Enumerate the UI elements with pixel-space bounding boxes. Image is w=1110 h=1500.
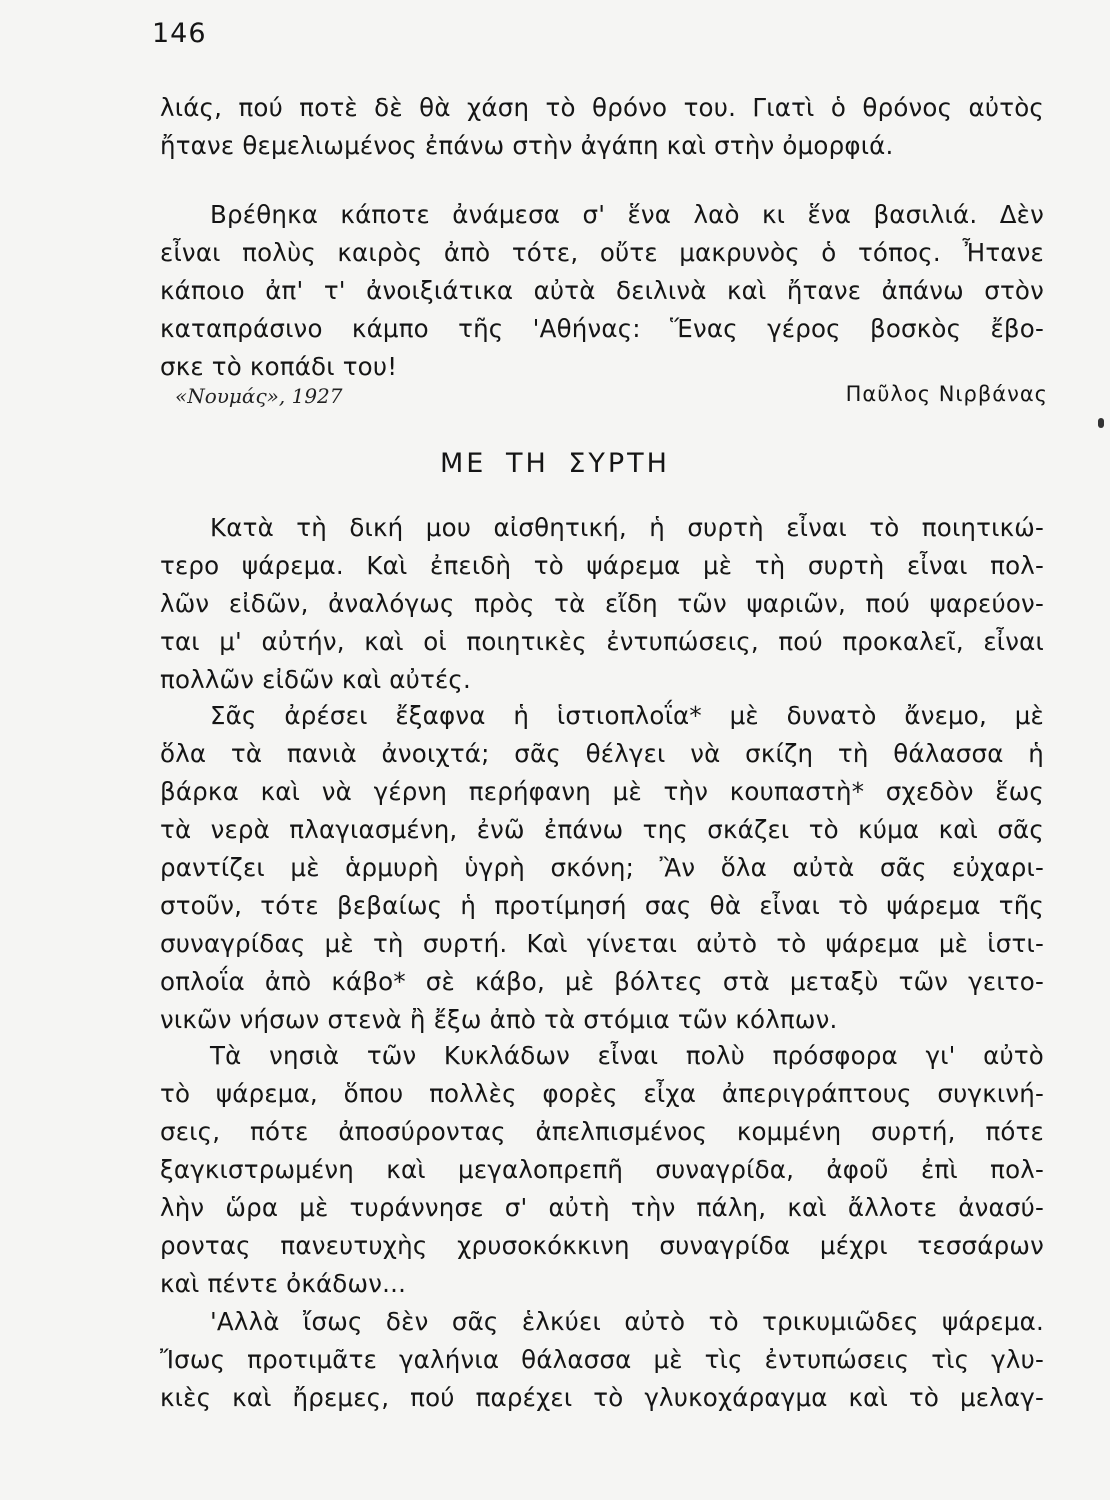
- text-line: ὅλα τὰ πανιὰ ἀνοιχτά; σᾶς θέλγει νὰ σκίζη τὴ θάλασσα ἡ: [160, 739, 1044, 768]
- text-line: βάρκα καὶ νὰ γέρνη περήφανη μὲ τὴν κουπαστὴ* σχεδὸν ἕως: [160, 777, 1044, 806]
- text-line: κάποιο ἀπ' τ' ἀνοιξιάτικα αὐτὰ δειλινὰ καὶ ἤτανε ἀπάνω στὸν: [160, 276, 1044, 305]
- text-line: Κατὰ τὴ δική μου αἰσθητική, ἡ συρτὴ εἶναι τὸ ποιητικώ-: [210, 513, 1044, 542]
- text-line: ἤτανε θεμελιωμένος ἐπάνω στὴν ἀγάπη καὶ στὴν ὀμορφιά.: [160, 131, 894, 160]
- page-number: 146: [152, 18, 207, 49]
- text-line: σκε τὸ κοπάδι του!: [160, 352, 398, 381]
- text-line: λῶν εἰδῶν, ἀναλόγως πρὸς τὰ εἴδη τῶν ψαριῶν, πού ψαρεύον-: [160, 589, 1044, 618]
- text-line: κιὲς καὶ ἤρεμες, πού παρέχει τὸ γλυκοχάραγμα καὶ τὸ μελαγ-: [160, 1383, 1044, 1412]
- text-line: λὴν ὥρα μὲ τυράννησε σ' αὐτὴ τὴν πάλη, καὶ ἄλλοτε ἀνασύ-: [160, 1193, 1044, 1222]
- text-line: καταπράσινο κάμπο τῆς 'Αθήνας: Ἕνας γέρος βοσκὸς ἔβο-: [160, 314, 1044, 343]
- text-line: εἶναι πολὺς καιρὸς ἀπὸ τότε, οὔτε μακρυνὸς ὁ τόπος. Ἦτανε: [160, 238, 1044, 267]
- section-heading: ΜΕ ΤΗ ΣΥΡΤΗ: [440, 448, 670, 479]
- text-line: σεις, πότε ἀποσύροντας ἀπελπισμένος κομμένη συρτή, πότε: [160, 1117, 1044, 1146]
- text-line: ται μ' αὐτήν, καὶ οἱ ποιητικὲς ἐντυπώσεις, πού προκαλεῖ, εἶναι: [160, 627, 1044, 656]
- text-line: στοῦν, τότε βεβαίως ἡ προτίμησή σας θὰ εἶναι τὸ ψάρεμα τῆς: [160, 891, 1044, 920]
- text-line: συναγρίδας μὲ τὴ συρτή. Καὶ γίνεται αὐτὸ τὸ ψάρεμα μὲ ἱστι-: [160, 929, 1044, 958]
- text-line: ροντας πανευτυχὴς χρυσοκόκκινη συναγρίδα μέχρι τεσσάρων: [160, 1231, 1044, 1260]
- text-line: Βρέθηκα κάποτε ἀνάμεσα σ' ἕνα λαὸ κι ἕνα βασιλιά. Δὲν: [210, 200, 1044, 229]
- text-line: Ἴσως προτιμᾶτε γαλήνια θάλασσα μὲ τὶς ἐντυπώσεις τὶς γλυ-: [160, 1345, 1044, 1374]
- text-line: 'Αλλὰ ἴσως δὲν σᾶς ἑλκύει αὐτὸ τὸ τρικυμιῶδες ψάρεμα.: [210, 1307, 1044, 1336]
- text-line: Τὰ νησιὰ τῶν Κυκλάδων εἶναι πολὺ πρόσφορα γι' αὐτὸ: [210, 1041, 1044, 1070]
- text-line: καὶ πέντε ὀκάδων...: [160, 1269, 407, 1298]
- text-line: τὸ ψάρεμα, ὅπου πολλὲς φορὲς εἶχα ἀπεριγράπτους συγκινή-: [160, 1079, 1044, 1108]
- text-line: ξαγκιστρωμένη καὶ μεγαλοπρεπῆ συναγρίδα, ἀφοῦ ἐπὶ πολ-: [160, 1155, 1044, 1184]
- source-citation: «Νουμάς», 1927: [175, 384, 343, 408]
- text-line: πολλῶν εἰδῶν καὶ αὐτές.: [160, 665, 471, 694]
- text-line: Σᾶς ἀρέσει ἔξαφνα ἡ ἱστιοπλοΐα* μὲ δυνατὸ ἄνεμο, μὲ: [210, 701, 1044, 730]
- text-line: λιάς, πού ποτὲ δὲ θὰ χάση τὸ θρόνο του. Γιατὶ ὁ θρόνος αὐτὸς: [160, 93, 1044, 122]
- text-line: τὰ νερὰ πλαγιασμένη, ἐνῶ ἐπάνω της σκάζει τὸ κύμα καὶ σᾶς: [160, 815, 1044, 844]
- text-line: νικῶν νήσων στενὰ ἢ ἔξω ἀπὸ τὰ στόμια τῶν κόλπων.: [160, 1005, 838, 1034]
- margin-mark: [1098, 418, 1104, 428]
- text-line: τερο ψάρεμα. Καὶ ἐπειδὴ τὸ ψάρεμα μὲ τὴ συρτὴ εἶναι πολ-: [160, 551, 1044, 580]
- text-line: ραντίζει μὲ ἁρμυρὴ ὑγρὴ σκόνη; Ἂν ὅλα αὐτὰ σᾶς εὐχαρι-: [160, 853, 1044, 882]
- author-name: Παῦλος Νιρβάνας: [845, 382, 1048, 406]
- text-line: οπλοΐα ἀπὸ κάβο* σὲ κάβο, μὲ βόλτες στὰ μεταξὺ τῶν γειτο-: [160, 967, 1044, 996]
